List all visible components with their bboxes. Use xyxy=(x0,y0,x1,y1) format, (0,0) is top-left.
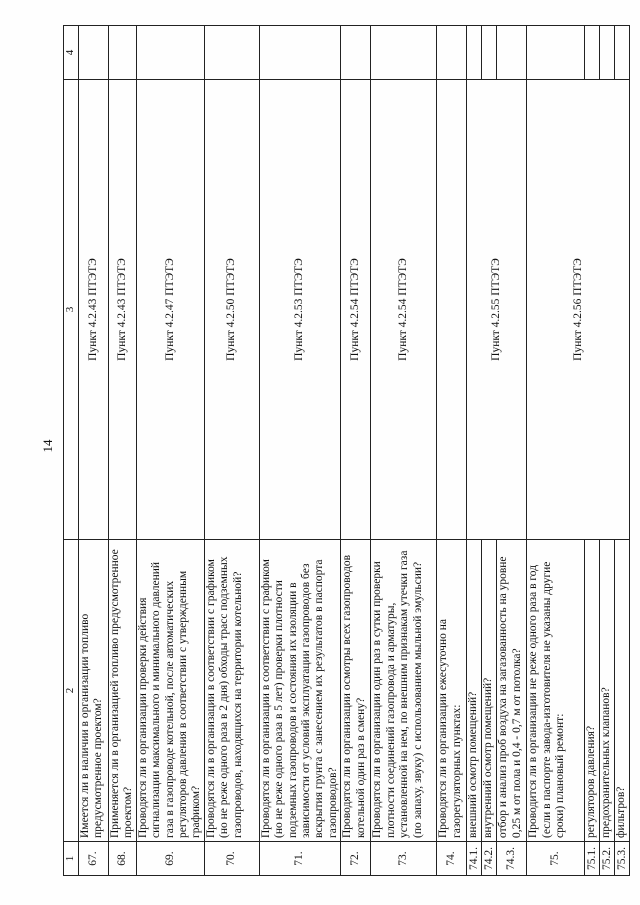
row-mark xyxy=(136,26,204,80)
row-mark xyxy=(600,26,615,80)
row-reference: Пункт 4.2.50 ПТЭТЭ xyxy=(204,80,259,540)
table-row xyxy=(79,26,109,876)
row-reference: Пункт 4.2.43 ПТЭТЭ xyxy=(109,80,137,540)
header-col-3: 3 xyxy=(64,80,79,540)
row-mark xyxy=(79,26,109,80)
row-mark xyxy=(497,26,527,80)
row-number: 73. xyxy=(371,842,437,876)
row-number: 74.1. xyxy=(467,842,482,876)
row-mark xyxy=(109,26,137,80)
table-row xyxy=(259,26,340,876)
row-number: 75. xyxy=(527,842,585,876)
row-reference: Пункт 4.2.56 ПТЭТЭ xyxy=(527,80,630,540)
row-reference: Пункт 4.2.53 ПТЭТЭ xyxy=(259,80,340,540)
row-question: фильтров? xyxy=(615,540,630,842)
row-number: 68. xyxy=(109,842,137,876)
row-number: 67. xyxy=(79,842,109,876)
header-col-4: 4 xyxy=(64,26,79,80)
row-question: Применяется ли в организацией топливо предусмотренное проектом? xyxy=(109,540,137,842)
table-row xyxy=(467,26,482,876)
row-mark xyxy=(482,26,497,80)
row-reference: Пункт 4.2.54 ПТЭТЭ xyxy=(371,80,437,540)
checklist-table-rotated xyxy=(63,26,628,876)
row-mark xyxy=(467,26,482,80)
row-number: 74. xyxy=(437,842,467,876)
row-number: 74.3. xyxy=(497,842,527,876)
row-mark xyxy=(437,26,467,80)
header-col-2: 2 xyxy=(64,540,79,842)
row-reference: Пункт 4.2.54 ПТЭТЭ xyxy=(341,80,371,540)
row-question: Проводятся ли в организации проверки действия сигнализации максимального и минимального давлений газа в газопроводе котельной, после автоматических регуляторов давления в соответствии с утвержденным графиком? xyxy=(136,540,204,842)
table-row xyxy=(371,26,437,876)
row-reference: Пункт 4.2.47 ПТЭТЭ xyxy=(136,80,204,540)
row-number: 70. xyxy=(204,842,259,876)
row-question: Проводится ли в организации не реже одного раза в год (если в паспорте завода-изготовителя не указаны другие сроки) плановый ремонт: xyxy=(527,540,585,842)
row-question: внутренний осмотр помещений? xyxy=(482,540,497,842)
row-mark xyxy=(527,26,585,80)
table-row xyxy=(437,26,467,876)
table-row xyxy=(341,26,371,876)
table-header-row xyxy=(64,26,79,876)
row-question: предохранительных клапанов? xyxy=(600,540,615,842)
header-col-1: 1 xyxy=(64,842,79,876)
row-number: 71. xyxy=(259,842,340,876)
row-reference: Пункт 4.2.43 ПТЭТЭ xyxy=(79,80,109,540)
row-number: 75.2. xyxy=(600,842,615,876)
page-number: 14 xyxy=(40,439,55,453)
row-mark xyxy=(615,26,630,80)
row-question: Проводятся ли в организации ежесуточно на газорегуляторных пунктах: xyxy=(437,540,467,842)
table-row xyxy=(136,26,204,876)
row-number: 75.1. xyxy=(585,842,600,876)
table-row xyxy=(527,26,585,876)
row-question: регуляторов давления? xyxy=(585,540,600,842)
row-number: 72. xyxy=(341,842,371,876)
table-row xyxy=(109,26,137,876)
row-question: Проводятся ли в организации в соответствии с графиком (но не реже одного раза в 5 лет) проверки плотности подземных газопроводов и состояния их изоляции в зависимости от условий эксплуатации газопроводов без вскрытия грунта с занесением их результатов в паспорта газопроводов? xyxy=(259,540,340,842)
row-mark xyxy=(259,26,340,80)
row-mark xyxy=(585,26,600,80)
row-question: Имеется ли в наличии в организации топливо предусмотренное проектом? xyxy=(79,540,109,842)
row-question: Проводятся ли в организации один раз в сутки проверки плотности соединений газопровода и арматуры, установленной на нем, по внешним признакам утечки газа (по запаху, звуку) с использованием мыльной эмульсии? xyxy=(371,540,437,842)
table-row xyxy=(204,26,259,876)
row-number: 69. xyxy=(136,842,204,876)
row-reference xyxy=(437,80,467,540)
row-question: Проводятся ли в организации осмотры всех газопроводов котельной один раз в смену? xyxy=(341,540,371,842)
row-question: отбор и анализ проб воздуха на загазованность на уровне 0,25 м от пола и 0,4 - 0,7 м от потолка? xyxy=(497,540,527,842)
checklist-table xyxy=(63,25,630,876)
row-mark xyxy=(341,26,371,80)
row-mark xyxy=(204,26,259,80)
row-question: внешний осмотр помещений? xyxy=(467,540,482,842)
row-number: 74.2. xyxy=(482,842,497,876)
row-reference: Пункт 4.2.55 ПТЭТЭ xyxy=(467,80,527,540)
row-mark xyxy=(371,26,437,80)
row-question: Проводятся ли в организации в соответствии с графиком (но не реже одного раза в 2 дня) обходы трасс подземных газопроводов, находящихся на территории котельной? xyxy=(204,540,259,842)
row-number: 75.3. xyxy=(615,842,630,876)
